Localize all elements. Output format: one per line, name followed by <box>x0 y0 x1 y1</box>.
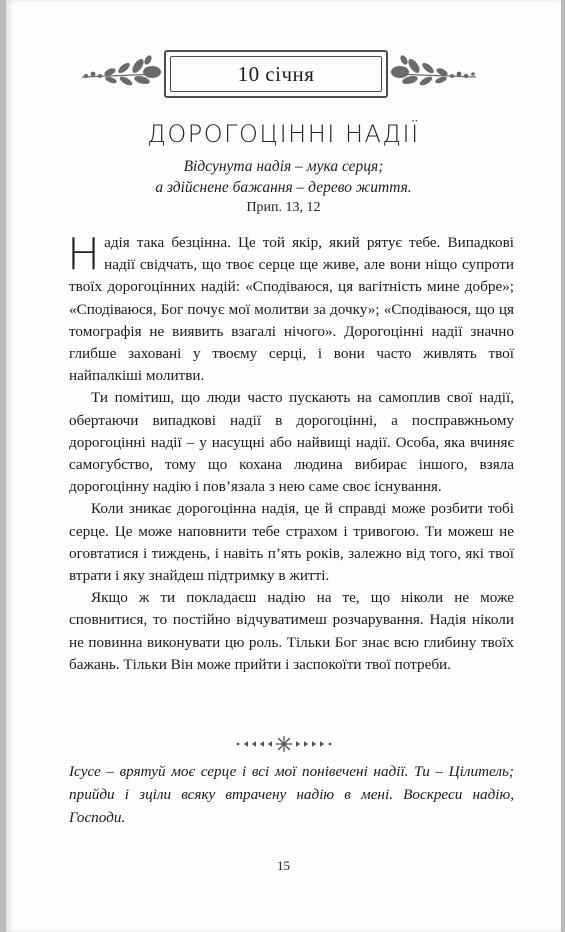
left-floral-ornament-icon <box>80 50 164 90</box>
epigraph-reference: Прип. 13, 12 <box>246 200 321 215</box>
right-floral-ornament-icon <box>388 50 478 90</box>
paragraph-1 <box>67 229 514 387</box>
date-label: 10 січня <box>170 56 382 92</box>
paragraph-3: Коли зникає дорогоцінна надія, це й справді може розбити тобі серце. Це може наповнити тебе страхом і тривогою. Ти можеш не оговтатися і тиждень, і навіть п’ять років, залежно від того, які твої втрати і яку знайдеш підтримку в житті. <box>69 500 514 585</box>
drop-cap: Н <box>67 229 101 280</box>
book-page <box>6 0 561 932</box>
paragraph-4: Якщо ж ти покладаєш надію на те, що ніколи не може сповнитися, то постійно відчуватимеш розчарування. Надія ніколи не повинна виконувати цю роль. Тільки Бог знає всю глибину твоїх бажань. Тільки Він може прийти і заспокоїти твої потреби. <box>69 589 514 673</box>
paragraph-2: Ти помітиш, що люди часто пускають на самоплив свої надії, обертаючи випадкові надії в дорогоцінні, а посправжньому дорогоцінні надії – у насущні або найвищі надії. Особа, яка вчиняє самогубство, тому що кохана людина вибирає іншого, взяла дорогоцінну надію і пов’язала з нею саме своє існування. <box>69 389 514 496</box>
closing-prayer: Ісусе – врятуй моє серце і всі мої понівечені надії. Ти – Цілитель; прийди і зціли всяку втрачену надію в мені. Воскреси надію, Господи. <box>69 763 514 826</box>
epigraph-line-1: Відсунута надія – мука серця; <box>183 158 384 175</box>
page-title: ДОРОГОЦІННІ НАДІЇ <box>147 120 420 148</box>
date-frame <box>164 50 388 98</box>
main-text <box>67 229 514 676</box>
epigraph-line-2: а здійснене бажання – дерево життя. <box>155 179 412 196</box>
date-header <box>6 48 561 106</box>
section-divider-icon <box>234 733 334 755</box>
page-number: 15 <box>277 858 290 873</box>
paragraph-1-text: адія така безцінна. Це той якір, який рятує тебе. Випадкові надії свідчать, що твоє серце ще живе, але вони ніщо супроти твоїх дорогоцінних надій: «Сподіваюся, ця вагітність мине добре»; «Сподіваюся, Бог почує мої молитви за дочку»; «Сподіваюся, що ця томографія не виявить взагалі нічого». Дорогоцінні надії значно глибше заховані у твоєму серці, і вони часто живлять твої найпалкіші молитви. <box>69 234 514 385</box>
